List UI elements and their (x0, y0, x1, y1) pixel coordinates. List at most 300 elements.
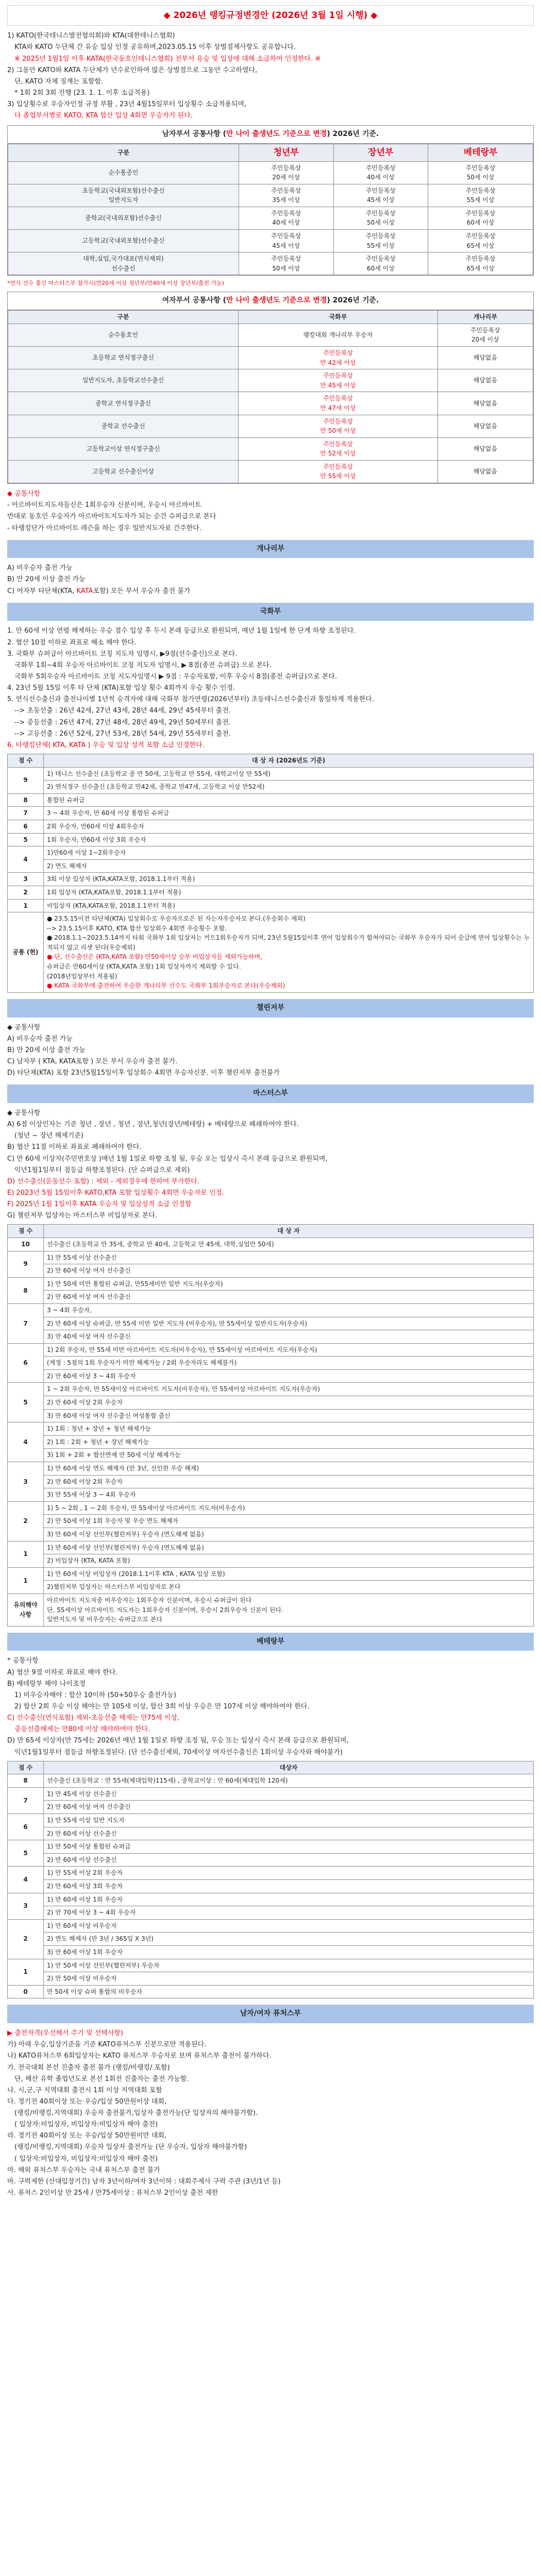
gukhwa-header: 국화부 (7, 603, 534, 621)
masters-section (7, 1108, 534, 1221)
remark-line: (2018년입상부터 적용됨) (47, 972, 117, 980)
masters-line: 익년1월1일부터 점등급 하향조정된다. (단 슈퍼급으로 제외) (14, 1166, 190, 1174)
gukhwa-line: 국화부 1회~4회 우승자 아르바이트 코칭 지도자 임명시, ▶ 8점(종전 슈퍼급) 으로 본다. (14, 661, 272, 669)
intro-line: KTA와 KATO 두단체 간 유승 입상 인정 공유하며,2023.05.15 이후 상벌점제사항도 공유합니다. (14, 43, 296, 52)
row-label: 대학,실업,국가대표(연식제외) 선수출신 (8, 252, 239, 275)
table-row (8, 1840, 534, 1854)
row-label: 중학교 연식정구출신 (8, 392, 239, 415)
gaenari-line (7, 586, 534, 597)
futures-line: (랭킹/비랭킹,지역대회) 우승자 입상자 출전가능 (단 우승자, 입상자 해야불가함) (14, 2143, 247, 2151)
criteria-cell: 1) 만 60세 이상 비입상자 (2018.1.1이후 KTA , KATA 입상 포함) (44, 1567, 534, 1581)
remark-line: 일반지도자 및 비우승자는 슈퍼급으로 본다 (47, 1616, 162, 1623)
title-bar (7, 5, 534, 26)
common-section (7, 489, 534, 534)
criteria-cell: 1회 우승자, 만60세 이상 3회 우승자 (44, 833, 534, 846)
table-header: 점 수 (8, 1761, 44, 1774)
table-row (8, 873, 534, 886)
table-cell: 주민등록상 60세 이상 (333, 252, 428, 275)
gaenari-line: B) 만 20세 이상 출전 가능 (7, 575, 86, 584)
table-header: 대상자 (44, 1761, 534, 1774)
table-row (8, 1814, 534, 1827)
table-row (8, 1985, 534, 1998)
table-row (8, 1959, 534, 1972)
table-row (8, 369, 533, 392)
gukhwa-line: 6. 타랭킹단체( KTA, KATA ) 우승 및 입상 성적 포함 소급 인정한다. (7, 741, 205, 749)
table-row (8, 1277, 534, 1291)
criteria-cell: 비입상자 (KTA,KATA포함, 2018.1.1부터 적용) (44, 899, 534, 912)
score-cell: 6 (8, 1343, 44, 1383)
remark-row (8, 1594, 534, 1626)
table-row (8, 1567, 534, 1581)
table-cell: 해당없음 (437, 437, 533, 460)
caption-part: 만 나이 출생년도 기준으로 변경 (226, 130, 327, 139)
table-cell: 주민등록상 만 45세 이상 (239, 369, 438, 392)
masters-header: 마스터스부 (7, 1084, 534, 1103)
table-cell: 주민등록상 45세 이상 (239, 230, 333, 252)
intro-line: 2) 그동안 KATO와 KATA 두단체가 년수로인하여 많은 상벌점으로 그동안 수고하였다, (7, 66, 258, 74)
table-row (8, 415, 533, 437)
row-label: 순수동호인 (8, 324, 239, 346)
table-cell: 주민등록상 40세 이상 (333, 161, 428, 184)
score-cell: 2 (8, 1919, 44, 1959)
masters-line: D) 선수출신(운동선수 포함) : 제외 - 제외경우에 한하여 부가한다. (7, 1177, 199, 1185)
futures-line: ▶ 출전자격(우선해서 주기 및 선택사항) (7, 2029, 124, 2038)
female-table (8, 310, 533, 483)
criteria-cell: 3) 1회 + 2회 + 합산면제 만 50세 이상 해제가능 (44, 1449, 534, 1462)
table-cell: 주민등록상 만 42세 이상 (239, 346, 438, 369)
table-row (8, 1853, 534, 1867)
caption-part: 여자부서 공통사항 ( (162, 296, 226, 305)
criteria-cell: 2회 우승자, 만60세 이상 4회우승자 (44, 820, 534, 833)
criteria-cell: 2) 만 60세 이상 2회 우승자 (44, 1475, 534, 1488)
gukhwa-section (7, 626, 534, 751)
row-label: 초등학교 연식정구출신 (8, 346, 239, 369)
criteria-cell: 3 ~ 4회 우승자, (44, 1303, 534, 1317)
table-row (8, 1264, 534, 1278)
remark-cell (44, 1594, 534, 1626)
criteria-cell: 2) 만 60세 이상 3회 우승자 (44, 1880, 534, 1893)
masters-line: B) 협산 11점 이하로 좌표로 폐쇄하여야 한다. (7, 1143, 142, 1151)
veteran-line: 2) 합산 2회 우승 이상 해야는 만 105세 이상, 합산 3회 이상 우승은 만 107세 이상 해야하여야 한다. (14, 1703, 310, 1710)
text: KATA (76, 587, 93, 595)
criteria-cell: 1) 만 50세 이상 선인부(챌린저부) 우승자 (44, 1959, 534, 1972)
table-cell: 해당없음 (437, 415, 533, 437)
futures-section (7, 2028, 534, 2198)
row-label: 고등학교이상 연식정구출신 (8, 437, 239, 460)
futures-line: 사. 퓨처스 2인이상 만 25세 / 만75세이상 : 퓨처스부 2인이상 출전 제한 (7, 2189, 218, 2197)
criteria-cell: 3) 만 60세 이상 선인부(챌린저부) 우승자 (면도해제 없음) (44, 1528, 534, 1541)
masters-score-table (7, 1224, 534, 1626)
table-row (8, 833, 534, 846)
table-cell: 주민등록상 55세 이상 (428, 184, 533, 207)
table-row (8, 346, 533, 369)
table-row (8, 1528, 534, 1541)
criteria-cell: 2) 만 50세 이상 1회 우승자 및 우승 면도 해제자 (44, 1515, 534, 1528)
table-row (8, 1515, 534, 1528)
table-cell: 주민등록상 55세 이상 (333, 230, 428, 252)
criteria-cell: 1) 만 60세 이상 면도 해제자 (만 3년, 선인한 우승 해제) (44, 1462, 534, 1476)
criteria-cell: 1) 만 60세 이상 비우승자 (44, 1919, 534, 1933)
table-row (8, 1946, 534, 1959)
score-cell: 5 (8, 1840, 44, 1867)
common-line: - 아르바이트지도자들신은 1회우승자 신분이며, 우승시 아르바이트 (7, 501, 201, 510)
futures-header: 남자/여자 퓨처스부 (7, 2005, 534, 2023)
male-age-table (7, 125, 534, 276)
criteria-cell: 1) 만 55세 이상 2회 우승자 (44, 1867, 534, 1880)
criteria-cell: 2) 면도 해제자 (만 3년 / 365일 X 3년) (44, 1933, 534, 1946)
table-row (8, 324, 533, 346)
table-row (8, 1291, 534, 1304)
row-label: 초등학교(국내외포함)선수출신 일반지도자 (8, 184, 239, 207)
criteria-cell: 1) 만 50세 이상 통합된 슈퍼급 (44, 1840, 534, 1854)
intro-line: 3) 입상횟수로 우승자인정 규정 부활 , 23년 4월15일부터 입상횟수 소급적용되며, (7, 100, 247, 109)
table-cell: 주민등록상 60세 이상 (428, 207, 533, 229)
table-row (8, 1357, 534, 1370)
table-cell: 해당없음 (437, 460, 533, 483)
futures-line: 다. 정기전 40회이상 또는 우승/입상 50만원이상 대회, (7, 2097, 167, 2106)
remark-label: 공통 (현) (8, 912, 44, 993)
criteria-cell: 2) 만 60세 이상 여자 선수출신 (44, 1264, 534, 1278)
table-row (8, 1880, 534, 1893)
table-row (8, 230, 533, 252)
common-line: 반대로 동호인 우승자가 아르바이트지도자가 되는 순간 슈퍼급으로 본다 (7, 513, 216, 521)
table-cell: 해당없음 (437, 369, 533, 392)
criteria-cell: 1) 만 50세 미만 통합된 슈퍼급, 만55세미만 일반 지도자(우승자) (44, 1277, 534, 1291)
table-row (8, 1554, 534, 1568)
criteria-cell: 2) 만 70세 이상 3 ~ 4회 우승자 (44, 1906, 534, 1920)
criteria-cell: 3회 이상 입상자 (KTA,KATA포함, 2018.1.1부터 적용) (44, 873, 534, 886)
table-row (8, 1238, 534, 1251)
table-cell: 주민등록상 40세 이상 (239, 207, 333, 229)
remark-line: 아르바이트 지도자중 비우승자는 1회우승자 신분이며, 우승시 슈퍼급이 된다 (47, 1596, 252, 1604)
table-row (8, 1343, 534, 1357)
table-row (8, 1317, 534, 1330)
gukhwa-line: 3. 국화부 슈퍼급이 아르바이트 코칭 지도자 임명시, ▶9점(선수출신)으로 본다. (7, 650, 238, 658)
row-label: 중학교 선수출신 (8, 415, 239, 437)
table-row (8, 859, 534, 873)
table-cell: 해당없음 (437, 346, 533, 369)
table-row (8, 820, 534, 833)
veteran-score-table (7, 1761, 534, 1999)
futures-line: 단, 해산 유학 졸업년도로 본선 1회전 진출자는 출전 가능함. (14, 2075, 189, 2083)
intro-line: 1) KATO(한국테니스발전협의회)와 KTA(대한테니스협회) (7, 32, 175, 40)
table-cell: 주민등록상 50세 이상 (428, 161, 533, 184)
criteria-cell: 3 ~ 4회 우승자, 만 60세 이상 통합된 슈퍼급 (44, 807, 534, 820)
criteria-cell: 2) 만 60세 이상 선수출신 (44, 1853, 534, 1867)
female-age-table (7, 292, 534, 484)
row-label: 고등학교(국내외포함)선수출신 (8, 230, 239, 252)
score-cell: 0 (8, 1985, 44, 1998)
criteria-cell: 3) 만 55세 이상 3 ~ 4회 우승자 (44, 1488, 534, 1502)
table-cell: 주민등록상 45세 이상 (333, 184, 428, 207)
table-row (8, 184, 533, 207)
gukhwa-line: 1. 만 60세 이상 연령 해제하는 우승 점수 입상 후 두시 본래 등급으로 환원되며, 매년 1월 1일에 한 단계 하향 조정된다. (7, 627, 356, 635)
table-row (8, 460, 533, 483)
gukhwa-line: 2. 협산 10점 이하로 좌표로 해소 해야 한다. (7, 638, 137, 647)
table-cell: 해당없음 (437, 392, 533, 415)
masters-line: F) 2025년 1월 1일이후 KATA 우승자 및 입상성적 소급 인정함 (7, 1200, 192, 1209)
table-row (8, 781, 534, 794)
gukhwa-line: 4. 23년 5월 15일 이후 타 단체 (KTA)포함 입상 횟수 4회까지 우승 횟수 인정. (7, 684, 235, 692)
score-cell: 4 (8, 1422, 44, 1462)
table-row (8, 1383, 534, 1396)
criteria-cell: 1) 2회 우승자, 만 55세 미만 아르바이트 지도자(비우승자), 만 55세이상 아르바이트 지도자(우승자) (44, 1343, 534, 1357)
score-cell: 1 (8, 1959, 44, 1985)
male-table (8, 144, 533, 275)
criteria-cell: 2) 면도 해제자 (44, 859, 534, 873)
caption-part: 만 나이 출생년도 기준으로 변경 (226, 296, 327, 305)
score-cell: 1 (8, 899, 44, 912)
table-row (8, 1396, 534, 1410)
table-row (8, 1972, 534, 1986)
table-header: 대 상 자 (44, 1225, 534, 1238)
gaenari-line: A) 비우승자 출전 가능 (7, 564, 73, 572)
table-row (8, 1488, 534, 1502)
score-cell: 8 (8, 793, 44, 807)
remark-line: --> 23.5.15이후 KATO, KTA 합산 입상회수 4회면 우승횟수 포함. (47, 924, 227, 932)
common-head: ◆ 공통사항 (7, 490, 41, 498)
remark-line: 단, 55세이상 아르바이트 지도자는 1회우승자 신분이며, 우승시 2회우승자 신분이 된다. (47, 1606, 283, 1614)
challenger-line: C) 남자부 ( KTA, KATA포함 ) 모든 부서 우승자 출전 불가. (7, 1057, 178, 1065)
table-row (8, 1369, 534, 1383)
table-row (8, 846, 534, 860)
table-row (8, 252, 533, 275)
row-label: 일반지도자, 초등학교선수출신 (8, 369, 239, 392)
table-row (8, 1581, 534, 1594)
futures-line: 가. 전국대회 본선 진출자 출전 불가 (랭킹/비랭킹/ 포함) (7, 2063, 170, 2072)
remark-line: ● 2018.1.1~2023.5.14까지 타회 국화부 1회 입상자는 커트1회우승자가 되며, 23년 5월15일이후 연어 입상회수가 합쳐야되는 국화부 우승자가 되어 승급에 연어 입상횟수는 누적되지 않고 리셋 된다(우승제외) (47, 934, 530, 951)
table-row (8, 807, 534, 820)
criteria-cell: 2) 만 50세 이상 비우승자 (44, 1972, 534, 1986)
table-row (8, 1435, 534, 1449)
veteran-header: 베테랑부 (7, 1633, 534, 1651)
table-row (8, 161, 533, 184)
score-cell: 5 (8, 833, 44, 846)
score-cell: 1 (8, 1567, 44, 1594)
criteria-cell: 1) 1회 : 청년 + 장년 + 청년 해제가능 (44, 1422, 534, 1436)
female-table-caption (8, 292, 533, 310)
score-cell: 7 (8, 807, 44, 820)
criteria-cell: 2) 비입상자 (KTA, KATA 포함) (44, 1554, 534, 1568)
gukhwa-line: 5. 연식선수출신과 출전나이별 1년씩 승격자에 대해 국화부 참가연령(2026년부터) 초등테니스선수출신과 통일하게 적용한다. (7, 696, 375, 704)
table-cell: 주민등록상 50세 이상 (333, 207, 428, 229)
table-cell: 주민등록상 만 52세 이상 (239, 437, 438, 460)
masters-line: C) 만 60세 이상자(주민번호상 )매년 1월 1일로 하향 조정 됨, 우승 오는 입상시 즉시 본래 등급으로 환원되며, (7, 1155, 328, 1163)
table-row (8, 1449, 534, 1462)
score-cell: 3 (8, 1893, 44, 1919)
score-cell: 4 (8, 1867, 44, 1893)
criteria-cell: 2) 만 60세 이상 선수출신 (44, 1827, 534, 1840)
criteria-cell: 1)만60세 이상 1~2회우승자 (44, 846, 534, 860)
criteria-cell: 3) 만 60세 이상 1회 우승자 (44, 1946, 534, 1959)
table-header: 청년부 (239, 144, 333, 161)
criteria-cell: 2)챌린저부 입상자는 마스터스부 비입상자로 본다 (44, 1581, 534, 1594)
futures-line: 바. 구력제한 (산대입장기간) 남자 3년이하/여자 3년이하 : 대회주제사 구력 주관 (3년/1년 등) (7, 2177, 281, 2185)
score-cell: 2 (8, 1501, 44, 1541)
text: C) 여자부 타단체(KTA, (7, 587, 77, 595)
criteria-cell: 만 50세 이상 슈퍼 통합의 비우승자 (44, 1985, 534, 1998)
intro-line: 다 졸업부서별로 KATO, KTA 합산 입상 4회면 우승자가 된다. (14, 112, 193, 120)
table-header: 점 수 (8, 754, 44, 767)
table-cell: 주민등록상 65세 이상 (428, 252, 533, 275)
criteria-cell: 1) 테니스 선수출신 (초등학교 중 만 50세, 고등학교 만 55세, 대학교이상 만 55세) (44, 767, 534, 781)
caption-part: ) 2026년 기준. (327, 130, 379, 139)
veteran-line: C) 선수출신(연식포함) 제외-초등선출 해제는 만75세 이상, (7, 1714, 180, 1722)
criteria-cell: (계정 : 5점의 1회 우승자가 미만 해제가능 / 2회 우승자라도 해제불가) (44, 1357, 534, 1370)
score-cell: 7 (8, 1303, 44, 1343)
criteria-cell: 3) 만 60세 이상 여자 선수출신 여성통합 출신 (44, 1409, 534, 1422)
table-cell: 주민등록상 20세 이상 (239, 161, 333, 184)
criteria-cell: 2) 만 60세 이상 여자 선수출신 (44, 1801, 534, 1814)
row-label: 순수통증인 (8, 161, 239, 184)
criteria-cell: 1) 만 60세 이상 1회 우승자 (44, 1893, 534, 1906)
table-cell: 주민등록상 35세 이상 (239, 184, 333, 207)
challenger-line: D) 타단체(KTA) 포함 23년5월15일이후 입상회수 4회면 우승자신분. 이후 챌린저부 출전불가 (7, 1069, 280, 1077)
challenger-line: B) 만 20세 이상 출전 가능 (7, 1046, 86, 1054)
score-cell: 8 (8, 1774, 44, 1788)
criteria-cell: 1) 5 ~ 2회 , 1 ~ 2회 우승자, 만 55세이상 아르바이트 지도자(비우승자) (44, 1501, 534, 1515)
table-row (8, 1475, 534, 1488)
score-cell: 1 (8, 1541, 44, 1567)
table-row (8, 1919, 534, 1933)
veteran-line: 1) 비우승자해야 : 합산 10이하 (50+50우승 출전가능) (14, 1691, 177, 1699)
masters-line: A) 6점 이상인자는 기준 청년 , 장년 , 청년 , 장년,청년(장년/베테랑) + 베테랑으로 폐쇄하여야 한다. (7, 1121, 299, 1129)
intro-section (7, 31, 534, 121)
score-cell: 9 (8, 767, 44, 793)
futures-line: 가) 아래 우승,입상기준을 기준 KATO퓨처스부 신분으로만 적용된다. (7, 2041, 207, 2049)
score-cell: 4 (8, 846, 44, 873)
criteria-cell: 1 ~ 2회 우승자, 만 55세이상 아르바이트 지도자(비우승자), 만 55세이상 아르바이트 지도자(우승자) (44, 1383, 534, 1396)
criteria-cell: 1) 만 45세 이상 선수출신 (44, 1787, 534, 1801)
table-row (8, 1774, 534, 1788)
veteran-section (7, 1656, 534, 1757)
page-title: ◆ 2026년 랭킹규정변경안 (2026년 3월 1일 시행) ◆ (163, 10, 378, 21)
table-cell: 주민등록상 65세 이상 (428, 230, 533, 252)
table-row (8, 1787, 534, 1801)
table-row (8, 1422, 534, 1436)
intro-line: ※ 2025년 1월1일 이후 KATA(한국동호인테니스협회) 전부서 유승 및 입상에 대해 소급하여 인정한다. ※ (14, 55, 321, 63)
criteria-cell: 1) 만 55세 이상 선수출신 (44, 1251, 534, 1264)
caption-part: 남자부서 공통사항 ( (162, 130, 226, 139)
score-cell: 8 (8, 1277, 44, 1303)
masters-line: E) 2023년 5월 15일이후 KATO,KTA 포함 입상횟수 4회면 우승자로 인정. (7, 1189, 225, 1197)
remark-row (8, 912, 534, 993)
veteran-line: * 공통사항 (7, 1657, 39, 1665)
table-header: 대 상 자 (2026년도 기준) (44, 754, 534, 767)
table-header: 베테랑부 (428, 144, 533, 161)
table-row (8, 1801, 534, 1814)
table-row (8, 767, 534, 781)
futures-line: (랭킹/비랭킹,지역대회) 우승자 출전불가,입상자 출전가능(단 입상자의 해야불가함). (14, 2109, 258, 2117)
criteria-cell: 2) 만 60세 이상 여자 선수출신 (44, 1291, 534, 1304)
criteria-cell: 통합된 슈퍼급 (44, 793, 534, 807)
score-cell: 7 (8, 1787, 44, 1814)
table-cell: 주민등록상 20세 이상 (437, 324, 533, 346)
table-header: 점 수 (8, 1225, 44, 1238)
futures-line: ( 입상자:비입상자, 비입상자:비입상자 해야 출전) (14, 2155, 158, 2163)
remark-cell (44, 912, 534, 993)
criteria-cell: 선수출신 (초등학교 만 35세, 중학교 만 40세, 고등학교 만 45세, 대학,실업만 50세) (44, 1238, 534, 1251)
gukhwa-line: --> 고등선출 : 26년 52세, 27년 53세, 28년 54세, 29년 55세부터 출전. (14, 730, 231, 738)
futures-line: 마. 해외 퓨처스부 우승자는 국내 퓨처스부 출전 불가 (7, 2166, 160, 2174)
challenger-line: ◆ 공통사항 (7, 1023, 41, 1031)
table-row (8, 1251, 534, 1264)
remark-line: ● 23.5.15이전 타단체(KTA) 입상회수로 우승자으로은 된 자는자우승자로 본다.(우승회수 제외) (47, 915, 306, 923)
male-table-caption (8, 126, 533, 144)
table-row (8, 1867, 534, 1880)
futures-line: ( 입상자:비입상자, 비입상자:비입상자 해야 출전) (14, 2121, 158, 2129)
row-label: 고등학교 선수출신이상 (8, 460, 239, 483)
row-label: 중학교(국내외포함)선수출신 (8, 207, 239, 229)
criteria-cell: 2) 만 60세 이상 슈퍼급, 만 55세 미만 일반 지도자 (비우승자), 만 55세이상 일반지도자(우승자) (44, 1317, 534, 1330)
male-table-note: *연식 선수 출신 마스터스부 참가시(만20세 이상 청년부/만40세 이상 장년부/출전 가능) (7, 280, 224, 287)
criteria-cell: 2) 만 60세 이상 2회 우승자 (44, 1396, 534, 1410)
table-cell: 주민등록상 만 50세 이상 (239, 415, 438, 437)
gukhwa-score-table (7, 754, 534, 993)
remark-line: 슈퍼급은 만60세이상 (KTA,KATA 포함) 1회 입상자까지 제외할 수 있다. (47, 963, 241, 971)
table-row (8, 1541, 534, 1554)
table-row (8, 1330, 534, 1344)
table-cell: 랭킹대회 개나리부 우승자 (239, 324, 438, 346)
table-row (8, 793, 534, 807)
futures-line: 나. 시,군,구 지역대회 출전시 1회 이상 지역대회 포함 (7, 2086, 162, 2094)
table-header: 구분 (8, 144, 239, 161)
gaenari-section (7, 563, 534, 596)
table-row (8, 886, 534, 899)
table-cell: 주민등록상 만 47세 이상 (239, 392, 438, 415)
challenger-line: A) 비우승자 출전 가능 (7, 1035, 73, 1043)
veteran-line: B) 베테랑부 해야 나이조정 (7, 1680, 86, 1688)
score-cell: 5 (8, 1383, 44, 1422)
table-row (8, 207, 533, 229)
intro-line: 단, KATO 자체 징계는 포함함. (14, 77, 104, 86)
masters-line: ◆ 공통사항 (7, 1109, 41, 1117)
common-line: - 타랭킹단가 아르바이트 레슨을 하는 경우 일반지도자로 간주한다. (7, 524, 201, 532)
criteria-cell: 1회 입상자 (KTA,KATA포함, 2018.1.1부터 적용) (44, 886, 534, 899)
table-header: 개나리부 (437, 311, 533, 324)
remark-line: ● KATA 국화부에 출전하여 우승한 개나리부 선수도 국화부 1회우승자로 본다(우승제외) (47, 982, 285, 990)
score-cell: 2 (8, 886, 44, 899)
score-cell: 6 (8, 1814, 44, 1840)
remark-label: 유의해야사항 (8, 1594, 44, 1626)
table-row (8, 1409, 534, 1422)
table-header: 구분 (8, 311, 239, 324)
table-row (8, 1501, 534, 1515)
criteria-cell: 1) 만 60세 이상 선인부(챌린저부) 우승자 (면도해제 없음) (44, 1541, 534, 1554)
masters-line: G) 챌린저부 입상자는 마스터스부 비입상자로 본다. (7, 1212, 158, 1220)
challenger-section (7, 1023, 534, 1079)
gukhwa-line: 국화부 5회우승자 아르바이트 코칭 지도자임명시 ▶ 9점 : 우승자포함, 이후 우승시 8점(종전 슈퍼급)으로 본다. (14, 673, 337, 681)
table-row (8, 1827, 534, 1840)
criteria-cell: 선수출신 (초등학교 : 만 55세(체대입학)115세) , 중학교이상 : 만 60세(체대입학 120세) (44, 1774, 534, 1788)
gukhwa-line: --> 초등선출 : 26년 42세, 27년 43세, 28년 44세, 29년 45세부터 출전. (14, 707, 231, 715)
table-cell: 주민등록상 만 55세 이상 (239, 460, 438, 483)
table-row (8, 437, 533, 460)
criteria-cell: 2) 연식정구 선수출신 (초등학교 만42세, 중학교 만47세, 고등학교 이상 만52세) (44, 781, 534, 794)
criteria-cell: 3) 만 40세 이상 여자 선수출신 (44, 1330, 534, 1344)
score-cell: 3 (8, 873, 44, 886)
gaenari-header: 개나리부 (7, 540, 534, 558)
score-cell: 10 (8, 1238, 44, 1251)
table-row (8, 1933, 534, 1946)
table-row (8, 1906, 534, 1920)
table-row (8, 1303, 534, 1317)
table-row (8, 1462, 534, 1476)
intro-line: * 1회 2회 3회 진행 (23. 1. 1. 이후 소급적용) (14, 89, 150, 97)
text: 포함) 모든 부서 우승자 출전 불가 (93, 587, 191, 595)
score-cell: 3 (8, 1462, 44, 1502)
table-header: 국화부 (239, 311, 438, 324)
